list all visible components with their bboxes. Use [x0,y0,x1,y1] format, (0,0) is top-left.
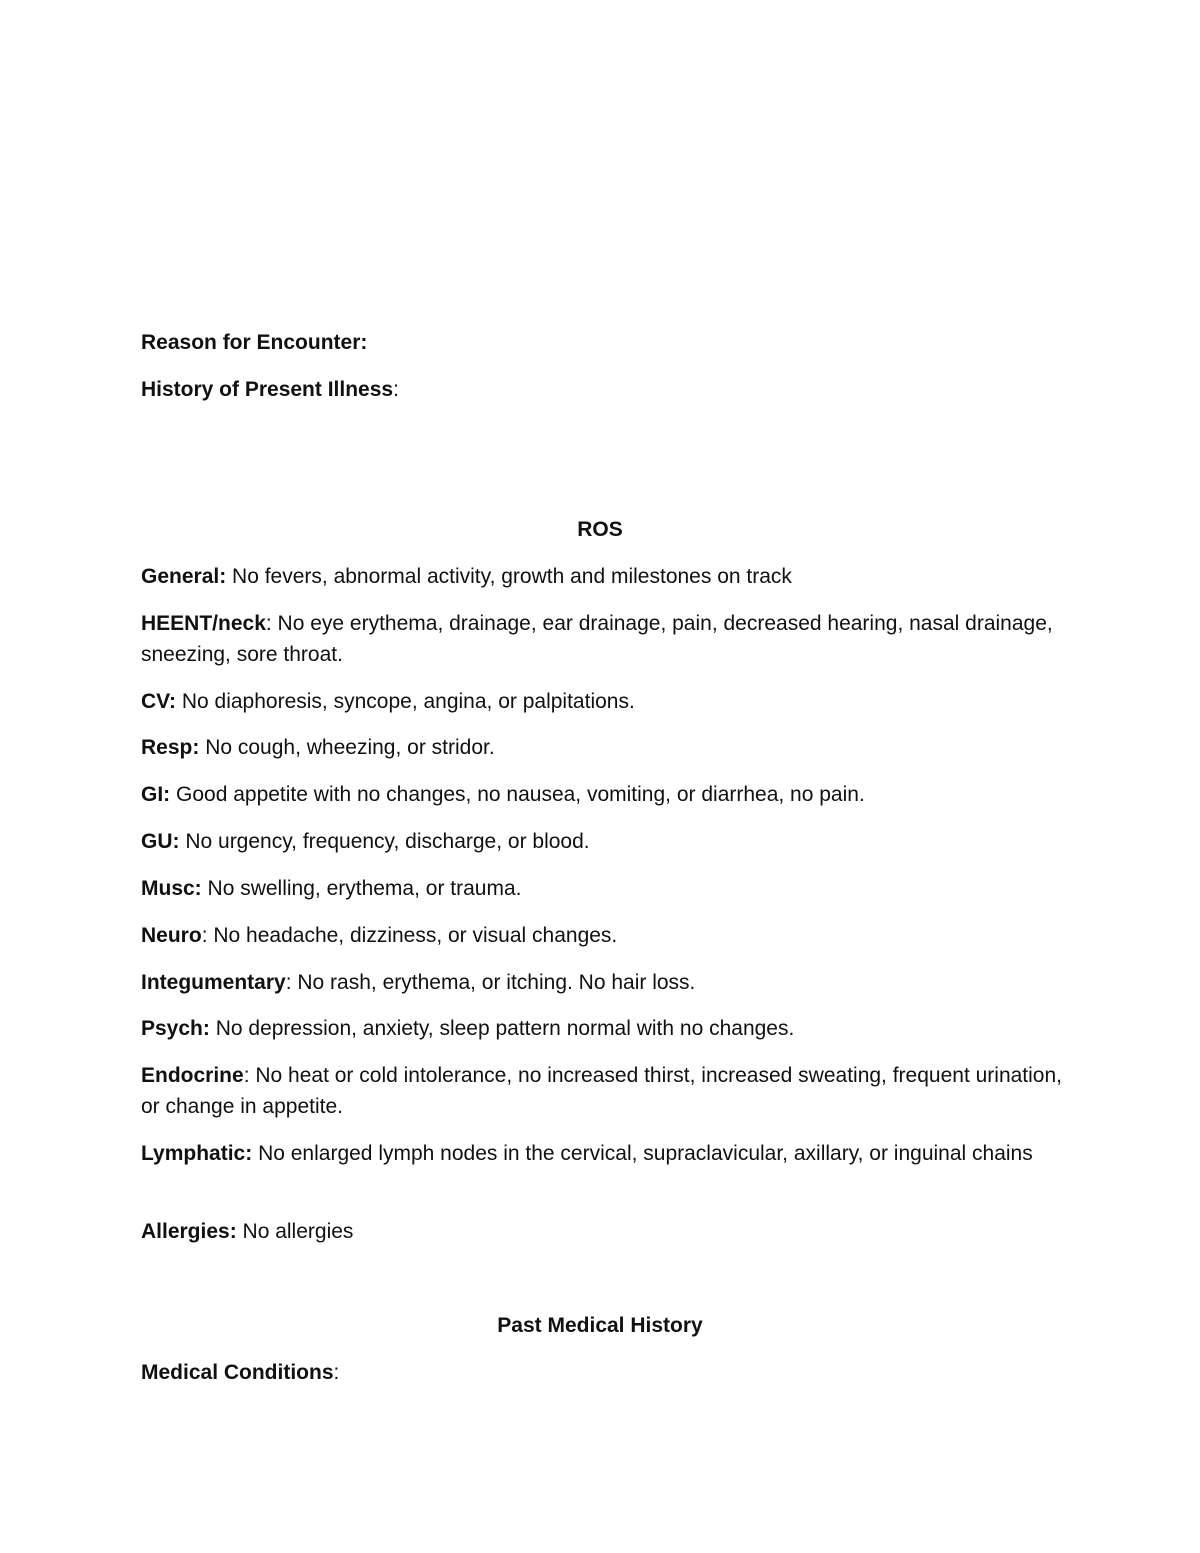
ros-sep: : [285,971,292,994]
ros-item-musc [141,873,521,904]
ros-label: Musc: [141,877,202,900]
ros-item-general [141,561,792,592]
ros-text: No headache, dizziness, or visual changes. [207,924,618,947]
ros-item-neuro [141,920,617,951]
medical-conditions [141,1357,339,1388]
ros-text: No diaphoresis, syncope, angina, or palpitations. [176,690,635,713]
hpi-label: History of Present Illness [141,378,394,401]
ros-item-gu [141,826,590,857]
ros-label: CV: [141,690,177,713]
ros-item-gi [141,779,865,810]
ros-item-integumentary [141,967,695,998]
ros-text: Good appetite with no changes, no nausea, vomiting, or diarrhea, no pain. [170,783,865,806]
ros-text: No eye erythema, drainage, ear drainage, pain, decreased hearing, nasal drainage, sneezing, sore throat. [141,612,1053,666]
ros-label: Lymphatic: [141,1142,253,1165]
ros-label: Psych: [141,1017,210,1040]
ros-text: No depression, anxiety, sleep pattern normal with no changes. [209,1017,795,1040]
reason-for-encounter [141,327,367,358]
hpi-colon: : [393,378,399,401]
ros-label: HEENT/neck [141,612,266,635]
ros-title: ROS [577,518,623,541]
ros-label: Endocrine [141,1064,244,1087]
medical-conditions-colon: : [333,1361,340,1384]
ros-label: GU: [141,830,180,853]
ros-label: Resp: [141,736,200,759]
ros-label: General: [141,565,227,588]
medical-conditions-label: Medical Conditions [141,1361,334,1384]
ros-sep: : [201,924,208,947]
history-present-illness [141,374,399,405]
ros-item-lymphatic [141,1138,1071,1169]
ros-text: No urgency, frequency, discharge, or blood. [179,830,590,853]
ros-text: No allergies [236,1220,354,1243]
ros-item-resp [141,732,495,763]
ros-item-psych [141,1013,794,1044]
ros-item-allergies [141,1216,353,1247]
ros-sep: : [243,1064,250,1087]
ros-item-endocrine [141,1060,1071,1122]
ros-text: No rash, erythema, or itching. No hair loss. [291,971,696,994]
ros-text: No swelling, erythema, or trauma. [201,877,522,900]
ros-text: No heat or cold intolerance, no increased thirst, increased sweating, frequent urination, or change in appetite. [141,1064,1062,1118]
ros-label: Neuro [141,924,202,947]
pmh-title: Past Medical History [497,1314,703,1337]
ros-text: No fevers, abnormal activity, growth and milestones on track [226,565,792,588]
ros-label: Integumentary [141,971,286,994]
ros-sep: : [265,612,272,635]
ros-label: GI: [141,783,171,806]
ros-item-cv [141,686,635,717]
ros-text: No enlarged lymph nodes in the cervical, supraclavicular, axillary, or inguinal chains [252,1142,1033,1165]
ros-label: Allergies: [141,1220,237,1243]
ros-text: No cough, wheezing, or stridor. [199,736,495,759]
ros-item-heent [141,608,1071,670]
reason-label: Reason for Encounter: [141,331,368,354]
